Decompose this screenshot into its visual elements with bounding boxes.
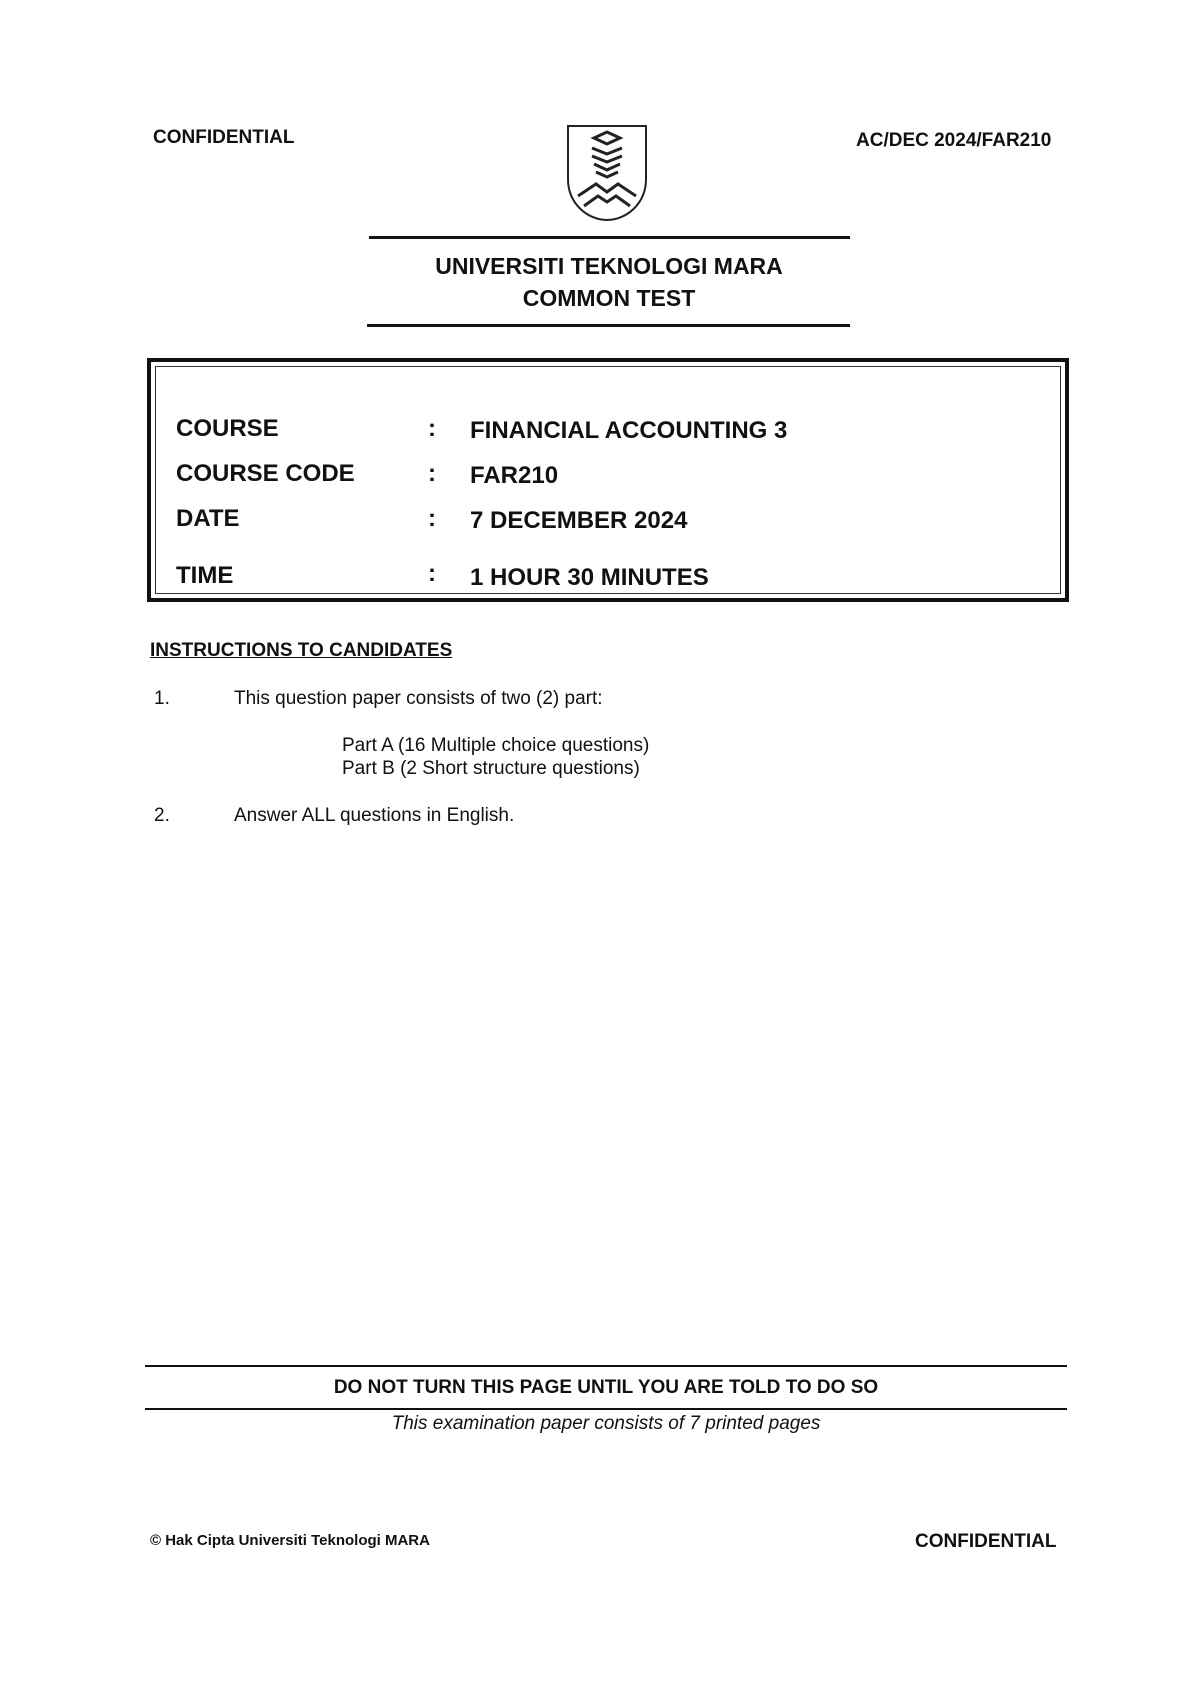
detail-value: FINANCIAL ACCOUNTING 3 (470, 417, 788, 444)
instruction-text: Answer ALL questions in English. (234, 805, 515, 826)
university-logo-icon (566, 124, 648, 227)
confidential-header: CONFIDENTIAL (153, 127, 295, 148)
title-bottom-rule (367, 324, 850, 327)
instruction-subitem: Part A (16 Multiple choice questions) (342, 735, 650, 756)
page-count-note: This examination paper consists of 7 printed pages (391, 1413, 821, 1434)
detail-separator: : (428, 415, 436, 442)
instructions-heading: INSTRUCTIONS TO CANDIDATES (150, 640, 453, 661)
detail-label: COURSE (176, 415, 279, 442)
detail-label: DATE (176, 505, 240, 532)
detail-separator: : (428, 505, 436, 532)
title-top-rule (369, 236, 850, 239)
detail-value: 7 DECEMBER 2024 (470, 507, 688, 534)
instruction-number: 1. (154, 688, 170, 709)
notice-bottom-rule (145, 1408, 1067, 1410)
copyright-notice: © Hak Cipta Universiti Teknologi MARA (150, 1532, 430, 1549)
instruction-subitem: Part B (2 Short structure questions) (342, 758, 640, 779)
paper-code: AC/DEC 2024/FAR210 (856, 130, 1052, 151)
detail-value: FAR210 (470, 462, 559, 489)
instruction-number: 2. (154, 805, 170, 826)
detail-value: 1 HOUR 30 MINUTES (470, 564, 709, 591)
detail-separator: : (428, 460, 436, 487)
detail-separator: : (428, 560, 436, 587)
notice-top-rule (145, 1365, 1067, 1367)
confidential-footer: CONFIDENTIAL (915, 1531, 1057, 1552)
turn-page-warning: DO NOT TURN THIS PAGE UNTIL YOU ARE TOLD TO DO SO (333, 1377, 879, 1398)
detail-label: COURSE CODE (176, 460, 355, 487)
detail-label: TIME (176, 562, 234, 589)
test-type: COMMON TEST (522, 285, 696, 311)
instruction-text: This question paper consists of two (2) part: (234, 688, 603, 709)
university-name: UNIVERSITI TEKNOLOGI MARA (435, 253, 783, 279)
